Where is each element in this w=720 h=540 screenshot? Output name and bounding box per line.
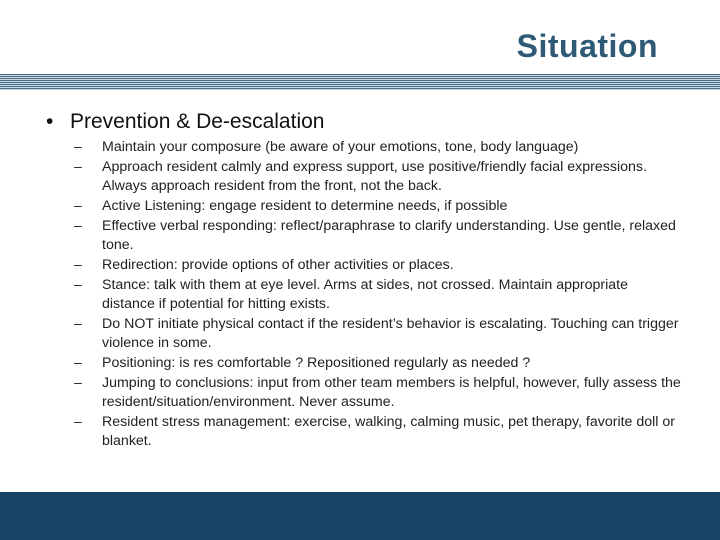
sub-bullet-list: [74, 138, 684, 452]
list-item: – Positioning: is res comfortable ? Repositioned regularly as needed ?: [74, 355, 531, 371]
dash-icon: –: [74, 277, 82, 293]
main-bullet-text: Prevention & De-escalation: [70, 110, 325, 133]
list-item: – Do NOT initiate physical contact if the resident’s behavior is escalating. Touching can trigger violence in some.: [74, 316, 679, 351]
dash-icon: –: [74, 316, 82, 332]
bullet-icon: •: [46, 110, 54, 133]
list-item: – Redirection: provide options of other activities or places.: [74, 257, 454, 273]
dash-icon: –: [74, 257, 82, 273]
list-item: – Effective verbal responding: reflect/paraphrase to clarify understanding. Use gentle, relaxed tone.: [74, 218, 676, 253]
list-item: – Resident stress management: exercise, walking, calming music, pet therapy, favorite doll or blanket.: [74, 414, 676, 449]
dash-icon: –: [74, 375, 82, 391]
dash-icon: –: [74, 355, 82, 371]
dash-icon: –: [74, 198, 82, 214]
dash-icon: –: [74, 218, 82, 234]
slide-title: Situation: [516, 28, 658, 64]
list-item: – Maintain your composure (be aware of your emotions, tone, body language): [74, 139, 579, 155]
main-bullet: [46, 110, 324, 134]
dash-icon: –: [74, 159, 82, 175]
list-item: – Stance: talk with them at eye level. Arms at sides, not crossed. Maintain appropriate distance if potential for hitting exists.: [74, 277, 628, 312]
list-item: – Active Listening: engage resident to determine needs, if possible: [74, 198, 508, 214]
title-rule: [0, 74, 720, 90]
footer-band: [0, 492, 720, 540]
list-item: – Approach resident calmly and express support, use positive/friendly facial expressions. Always approach resident from the front, not the back.: [74, 159, 647, 194]
dash-icon: –: [74, 414, 82, 430]
dash-icon: –: [74, 139, 82, 155]
list-item: – Jumping to conclusions: input from other team members is helpful, however, fully assess the resident/situation/environment. Never assume.: [74, 375, 681, 410]
